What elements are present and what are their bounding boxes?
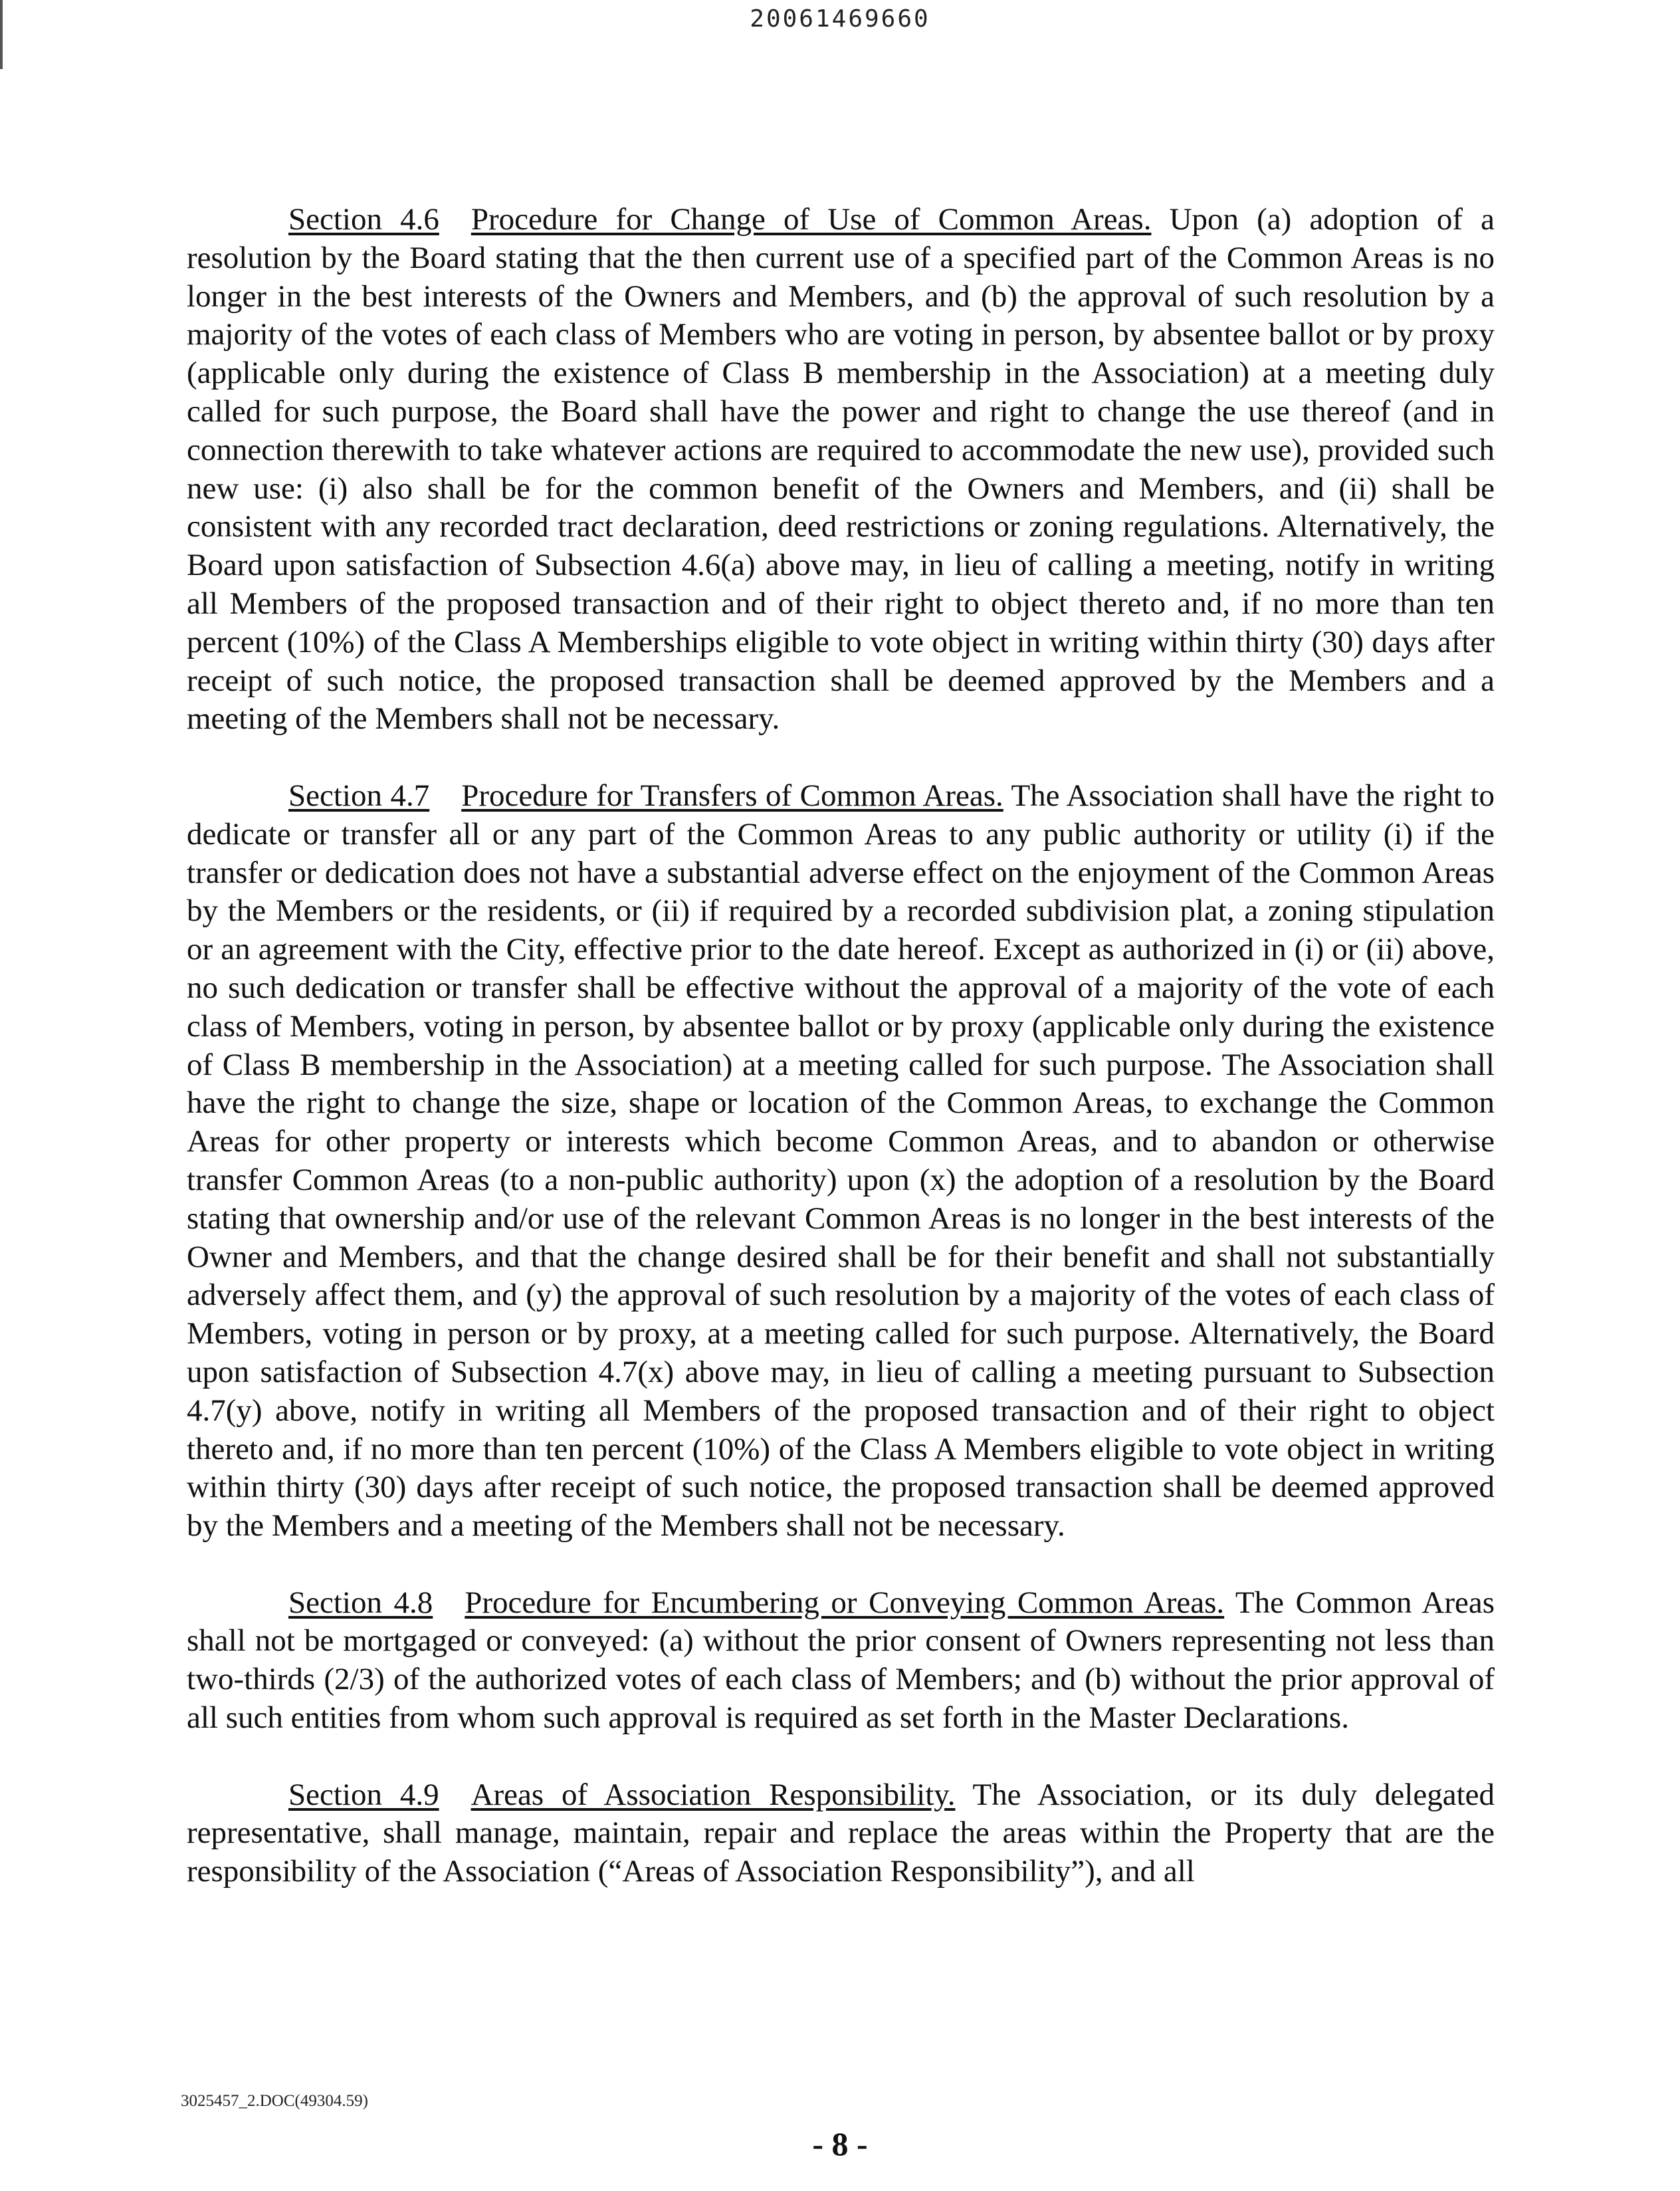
section-4-6	[187, 201, 1495, 739]
section-number: Section 4.8	[288, 1585, 433, 1620]
section-text: Upon (a) adoption of a resolution by the Board stating that the then current use of a specified part of the Common Areas is no longer in the best interests of the Owners and Members, and (b) the approval of such resolution by a majority of the votes of each class of Members who are voting in person, by absentee ballot or by proxy (applicable only during the existence of Class B membership in the Association) at a meeting duly called for such purpose, the Board shall have the power and right to change the use thereof (and in connection therewith to take whatever actions are required to accommodate the new use), provided such new use: (i) also shall be for the common benefit of the Owners and Members, and (ii) shall be consistent with any recorded tract declaration, deed restrictions or zoning regulations. Alternatively, the Board upon satisfaction of Subsection 4.6(a) above may, in lieu of calling a meeting, notify in writing all Members of the proposed transaction and of their right to object thereto and, if no more than ten percent (10%) of the Class A Memberships eligible to vote object in writing within thirty (30) days after receipt of such notice, the proposed transaction shall be deemed approved by the Members and a meeting of the Members shall not be necessary.	[187, 202, 1495, 737]
section-title: Procedure for Transfers of Common Areas.	[461, 778, 1003, 813]
section-number: Section 4.9	[288, 1777, 439, 1812]
section-title: Procedure for Change of Use of Common Areas.	[471, 202, 1152, 237]
footer-file-reference: 3025457_2.DOC(49304.59)	[181, 2092, 368, 2110]
section-title: Areas of Association Responsibility.	[471, 1777, 956, 1812]
section-text: The Association, or its duly delegated representative, shall manage, maintain, repair and replace the areas within the Property that are the responsibility of the Association (“Areas of Association Responsibility”), and all	[187, 1777, 1495, 1889]
document-body	[187, 201, 1495, 1891]
section-4-9	[187, 1776, 1495, 1891]
section-4-8	[187, 1584, 1495, 1738]
section-title: Procedure for Encumbering or Conveying Common Areas.	[465, 1585, 1225, 1620]
section-text: The Association shall have the right to dedicate or transfer all or any part of the Common Areas to any public authority or utility (i) if the transfer or dedication does not have a substantial adverse effect on the enjoyment of the Common Areas by the Members or the residents, or (ii) if required by a recorded subdivision plat, a zoning stipulation or an agreement with the City, effective prior to the date hereof. Except as authorized in (i) or (ii) above, no such dedication or transfer shall be effective without the approval of a majority of the vote of each class of Members, voting in person, by absentee ballot or by proxy (applicable only during the existence of Class B membership in the Association) at a meeting called for such purpose. The Association shall have the right to change the size, shape or location of the Common Areas, to exchange the Common Areas for other property or interests which become Common Areas, and to abandon or otherwise transfer Common Areas (to a non-public authority) upon (x) the adoption of a resolution by the Board stating that ownership and/or use of the relevant Common Areas is no longer in the best interests of the Owner and Members, and that the change desired shall be for their benefit and shall not substantially adversely affect them, and (y) the approval of such resolution by a majority of the votes of each class of Members, voting in person or by proxy, at a meeting called for such purpose. Alternatively, the Board upon satisfaction of Subsection 4.7(x) above may, in lieu of calling a meeting pursuant to Subsection 4.7(y) above, notify in writing all Members of the proposed transaction and of their right to object thereto and, if no more than ten percent (10%) of the Class A Members eligible to vote object in writing within thirty (30) days after receipt of such notice, the proposed transaction shall be deemed approved by the Members and a meeting of the Members shall not be necessary.	[187, 778, 1495, 1544]
section-number: Section 4.6	[288, 202, 439, 237]
section-4-7	[187, 777, 1495, 1546]
section-number: Section 4.7	[288, 778, 430, 813]
section-text: The Common Areas shall not be mortgaged or conveyed: (a) without the prior consent of Owners representing not less than two-thirds (2/3) of the authorized votes of each class of Members; and (b) without the prior approval of all such entities from whom such approval is required as set forth in the Master Declarations.	[187, 1585, 1495, 1736]
document-number: 20061469660	[750, 5, 930, 33]
page-number: - 8 -	[812, 2125, 868, 2162]
